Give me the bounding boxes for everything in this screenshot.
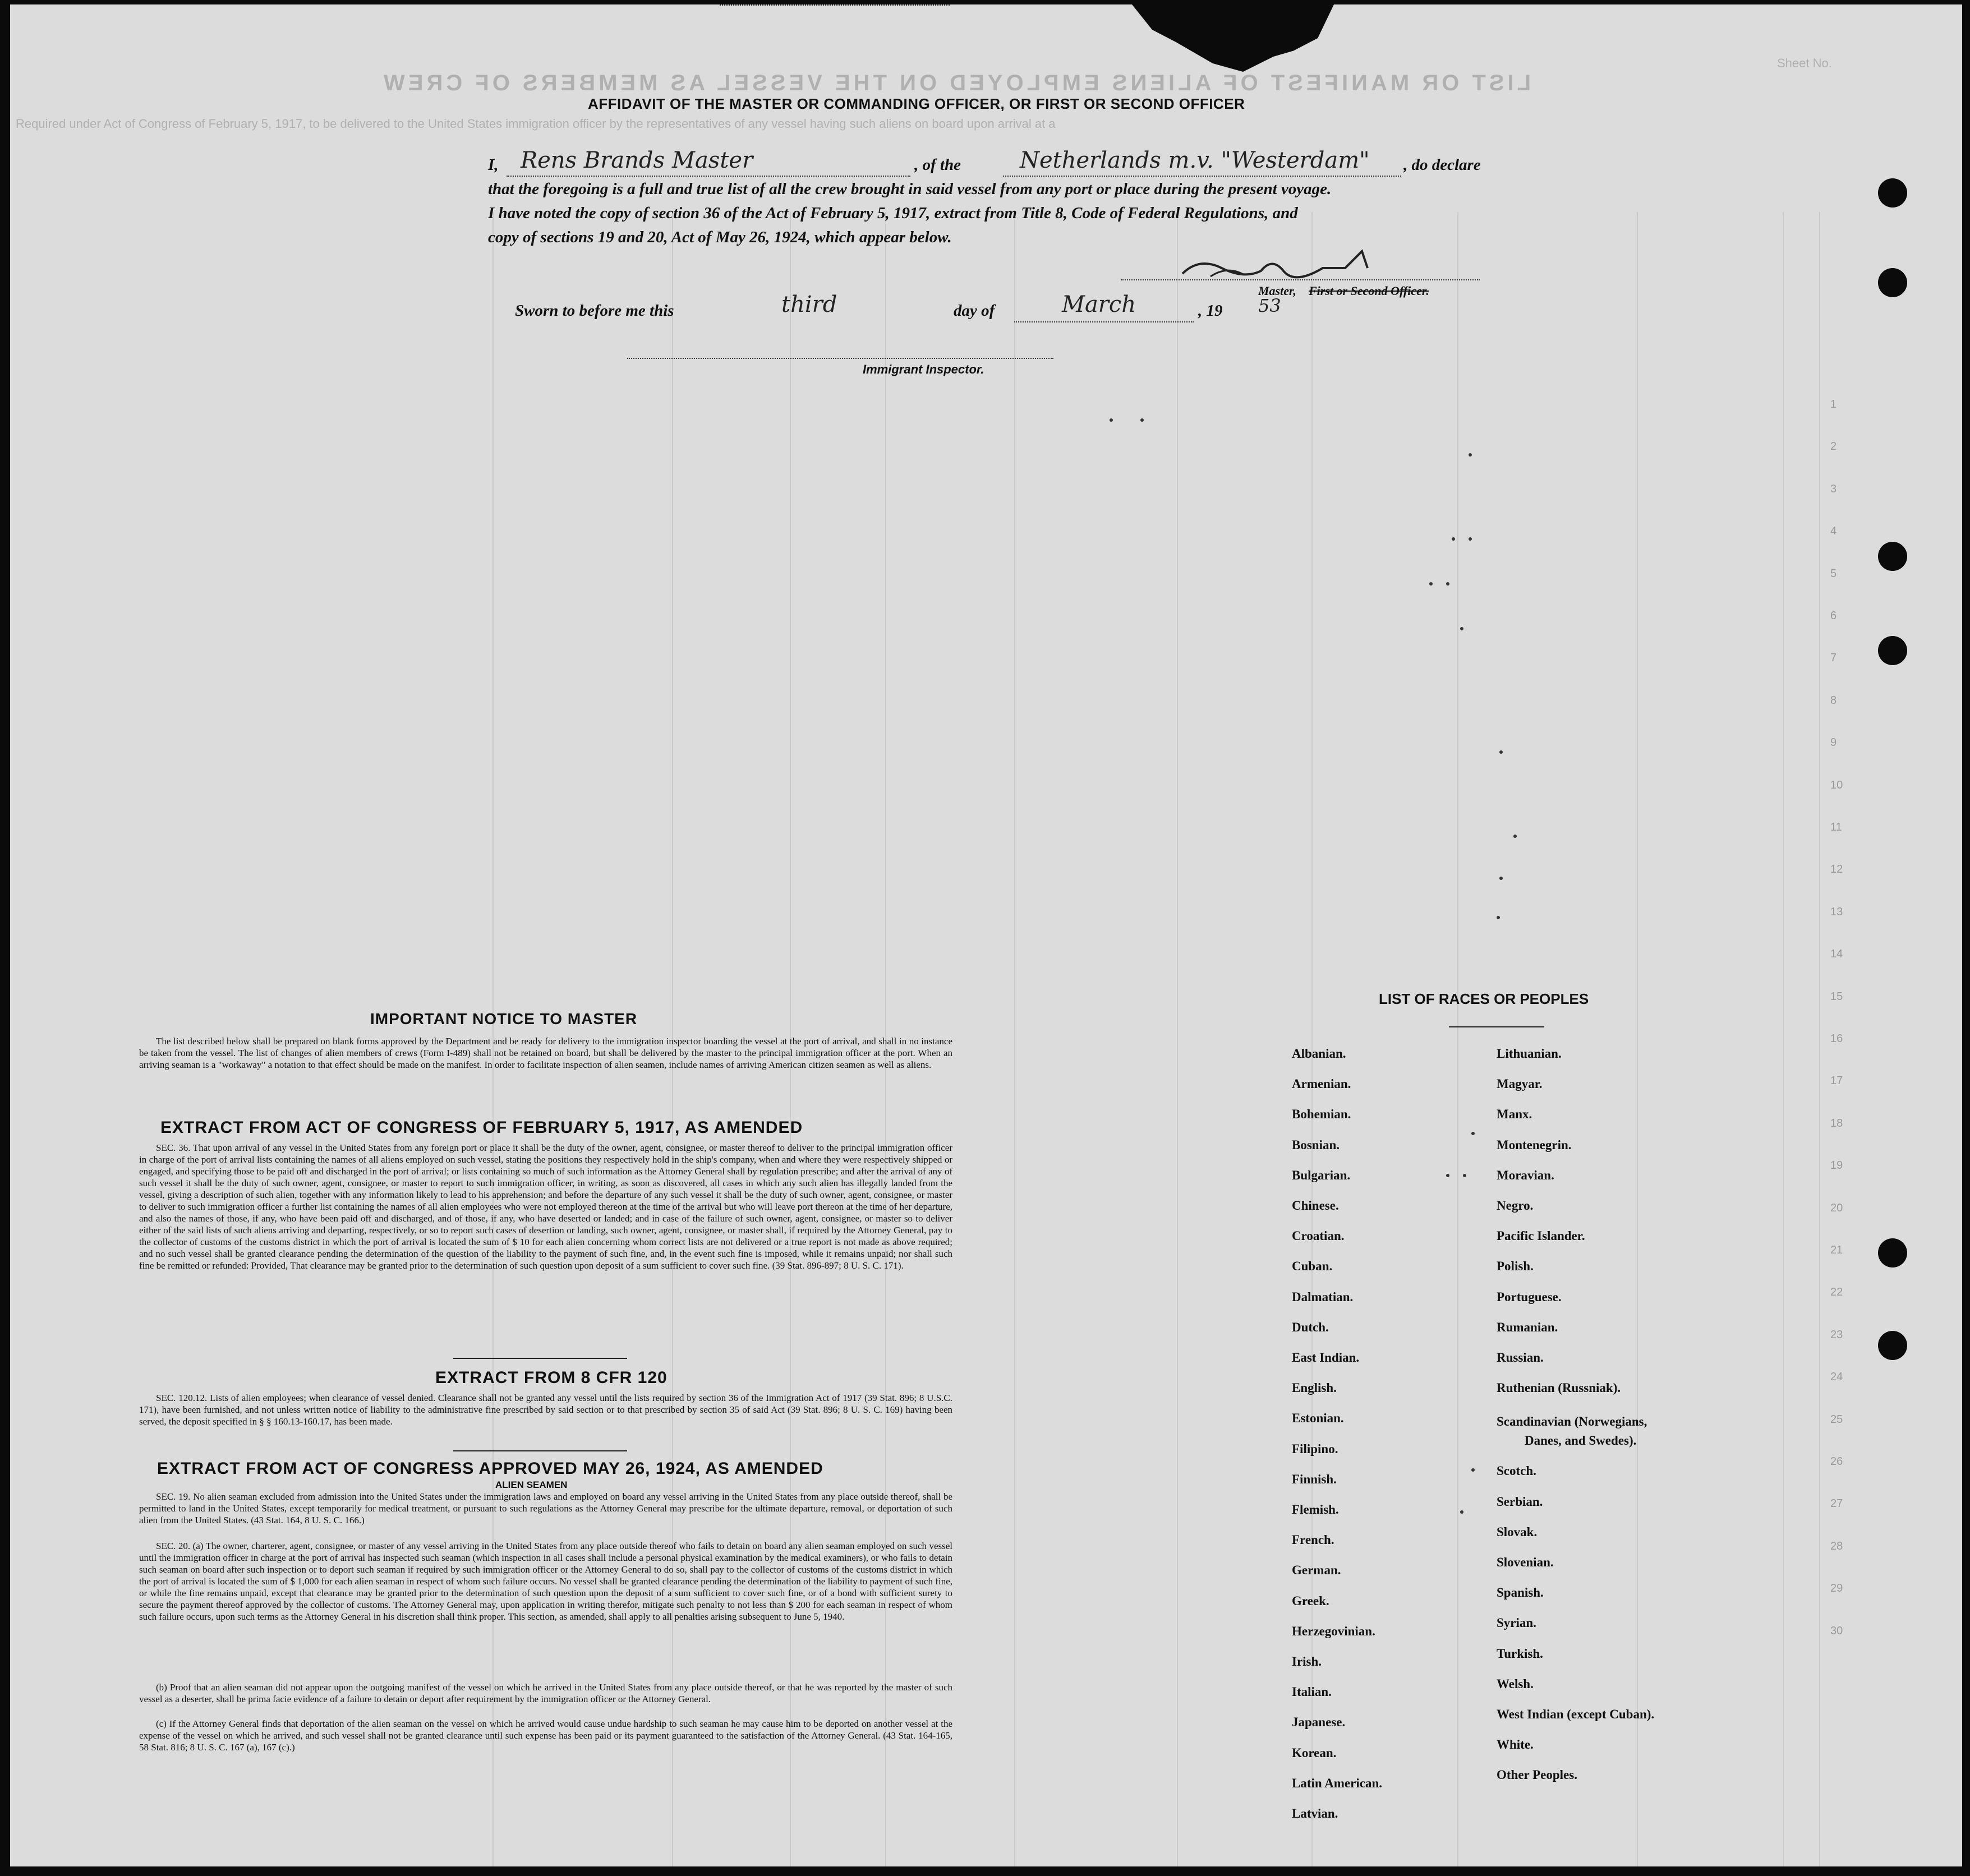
row-number: 11 bbox=[1830, 821, 1842, 833]
row-number: 10 bbox=[1830, 778, 1843, 791]
row-number: 6 bbox=[1830, 610, 1837, 622]
row-number: 15 bbox=[1830, 990, 1843, 1003]
race-item: Welsh. bbox=[1497, 1676, 1534, 1691]
row-number: 24 bbox=[1830, 1371, 1843, 1384]
row-number: 19 bbox=[1830, 1159, 1843, 1172]
extract-1924-title: EXTRACT FROM ACT OF CONGRESS APPROVED MAY 26, 1924, AS AMENDED bbox=[157, 1459, 823, 1478]
extract-1917-body: SEC. 36. That upon arrival of any vessel in the United States from any foreign port or place it shall be the duty of the owner, agent, consignee, or master thereof to deliver to the principal immigration officer in charge of the port of arrival lists containing the names of all aliens employed on such vessel, stating the positions they respectively hold in the ship's company, when and where they were respectively shipped or engaged, and specifying those to be paid off and discharged in the port of arrival; or lists containing so much of such information as the Attorney General shall by regulation prescribe; and after the arrival of any of such vessel it shall be the duty of such owner, agent, consignee, or master to report to such immigration officer, in writing, as soon as discovered, all cases in which any such alien has illegally landed from the vessel, giving a description of such alien, together with any information likely to lead to his apprehension; and before the departure of any such vessel it shall be the duty of such owner, agent, consignee, or master to deliver to such immigration officer a further list containing the names of all alien employees who were not employed thereon at the time of the arrival but who will leave port thereon at the time of her departure, and also the names of those, if any, who have been paid off and discharged, and of those, if any, who have deserted or landed; and in case of the failure of such owner, agent, consignee, or master so to deliver either of the said lists of such aliens arriving and departing, respectively, or so to report such cases of desertion or landing, such owner, agent, consignee, or master shall, if required by the Attorney General, pay to the collector of customs of the customs district in which the port of arrival is located the sum of $ 10 for each alien concerning whom correct lists are not delivered or a true report is not made as above required; and no such vessel shall be granted clearance pending the determination of the question of the liability to the payment of such fine, and, in the event such fine is imposed, while it remains unpaid; nor shall such fine be remitted or refunded: Provided, That clearance may be granted prior to the determination of such question upon deposit of a sum sufficient to cover such fine. (39 Stat. 896-897; 8 U. S. C. 171). bbox=[139, 1142, 952, 1271]
affidavit-line4: copy of sections 19 and 20, Act of May 26, 1924, which appear below. bbox=[488, 228, 952, 246]
extract-1924-sec20a: SEC. 20. (a) The owner, charterer, agent, consignee, or master of any vessel arriving in the United States from any place outside thereof who fails to detain on board any alien seaman employed on such vessel until the immigration officer in charge at the port of arrival has inspected such seaman (which inspection in all cases shall include a personal physical examination by the medical examiners), or who fails to detain such seaman on board after such inspection or to deport such seaman if required by such immigration officer or the Attorney General to do so, shall pay to the collector of customs of the customs district in which the port of arrival is located the sum of $ 1,000 for each alien seaman in respect of whom such failure occurs. No vessel shall be granted clearance pending the determination of the liability to payment of such fine, or while the fine remains unpaid, except that clearance may be granted prior to the determination of such question upon the deposit of a sum sufficient to cover such fine, or of a bond with sufficient surety to secure the payment thereof approved by the collector of customs. The Attorney General may, upon application in writing therefor, mitigate such penalty to not less than $ 200 for each seaman in respect of whom such failure occurs, upon such terms as the Attorney General in his discretion shall think proper. This section, as amended, shall apply to all penalties arising subsequent to June 5, 1940. bbox=[139, 1541, 952, 1622]
extract-1917-title: EXTRACT FROM ACT OF CONGRESS OF FEBRUARY 5, 1917, AS AMENDED bbox=[160, 1118, 803, 1137]
race-item: Russian. bbox=[1497, 1350, 1544, 1365]
punch-hole bbox=[1878, 636, 1907, 665]
race-item: Armenian. bbox=[1292, 1077, 1351, 1091]
signature-caption-officer: First or Second Officer. bbox=[1309, 284, 1429, 298]
race-item: Estonian. bbox=[1292, 1411, 1344, 1426]
affidavit-line3: I have noted the copy of section 36 of the Act of February 5, 1917, extract from Title 8, Code of Federal Regulations, and bbox=[488, 204, 1298, 222]
race-item: Turkish. bbox=[1497, 1646, 1543, 1661]
row-number: 17 bbox=[1830, 1075, 1843, 1087]
row-number: 22 bbox=[1830, 1286, 1843, 1299]
row-number: 13 bbox=[1830, 905, 1843, 918]
race-item: Moravian. bbox=[1497, 1168, 1554, 1182]
race-item: Scotch. bbox=[1497, 1464, 1536, 1478]
race-item: Magyar. bbox=[1497, 1077, 1543, 1091]
race-item: Japanese. bbox=[1292, 1715, 1346, 1730]
race-item: Rumanian. bbox=[1497, 1320, 1558, 1334]
race-item: Finnish. bbox=[1292, 1472, 1337, 1486]
row-number: 5 bbox=[1830, 567, 1837, 580]
sworn-day-handwritten: third bbox=[781, 292, 837, 317]
affidavit-line2: that the foregoing is a full and true list of all the crew brought in said vessel from any port or place during the present voyage. bbox=[488, 180, 1332, 198]
row-number: 26 bbox=[1830, 1455, 1843, 1468]
race-item: Portuguese. bbox=[1497, 1289, 1562, 1304]
race-item: Korean. bbox=[1292, 1745, 1337, 1760]
extract-1924-sec19: SEC. 19. No alien seaman excluded from admission into the United States under the immigration laws and employed on board any vessel arriving in the United States from any place outside thereof, shall be permitted to land in the United States, except temporarily for medical treatment, or pursuant to such regulations as the Attorney General may prescribe for the ultimate departure, removal, or deportation of such alien from the United States. (43 Stat. 164, 8 U. S. C. 166.) bbox=[139, 1491, 952, 1525]
row-number: 7 bbox=[1830, 652, 1837, 665]
punch-hole bbox=[1878, 178, 1907, 208]
row-number: 2 bbox=[1830, 440, 1837, 453]
row-number: 12 bbox=[1830, 863, 1843, 876]
race-item: Albanian. bbox=[1292, 1047, 1346, 1061]
sworn-year-prefix: , 19 bbox=[1198, 302, 1223, 320]
race-item: Negro. bbox=[1497, 1199, 1534, 1213]
punch-hole bbox=[1878, 1331, 1907, 1360]
row-number: 8 bbox=[1830, 694, 1837, 707]
race-item: German. bbox=[1292, 1563, 1341, 1578]
race-item: Bohemian. bbox=[1292, 1107, 1351, 1122]
race-item: Spanish. bbox=[1497, 1585, 1544, 1600]
extract-cfr-body: SEC. 120.12. Lists of alien employees; when clearance of vessel denied. Clearance shall not be granted any vessel until the lists required by section 36 of the Immigration Act of 1917 (39 Stat. 896; 8 U.S.C. 171), have been furnished, and not unless written notice of liability to the administrative fine prescribed by said section or to that prescribed by section 35 of said Act (39 Stat. 896; 8 U. S. C. 169) having been served, the deposit specified in § § 160.13-160.17, has been made. bbox=[139, 1393, 952, 1427]
race-item: White. bbox=[1497, 1737, 1534, 1752]
race-item: Bosnian. bbox=[1292, 1137, 1340, 1152]
bleed-through-sheet-no: Sheet No. bbox=[1777, 56, 1832, 70]
sworn-month-handwritten: March bbox=[1062, 292, 1136, 317]
race-item: Syrian. bbox=[1497, 1616, 1536, 1630]
race-item: East Indian. bbox=[1292, 1350, 1360, 1365]
race-item: Herzegovinian. bbox=[1292, 1624, 1375, 1638]
race-item: Greek. bbox=[1292, 1593, 1329, 1608]
race-item: Other Peoples. bbox=[1497, 1768, 1577, 1782]
row-number: 14 bbox=[1830, 948, 1843, 961]
race-item: Ruthenian (Russniak). bbox=[1497, 1381, 1621, 1395]
bleed-through-required-line: Required under Act of Congress of February 5, 1917, to be delivered to the United States immigration officer by the representatives of any vessel having such aliens on board upon arrival at a bbox=[16, 117, 1056, 131]
affidavit-of-the: , of the bbox=[914, 156, 961, 174]
race-item: Polish. bbox=[1497, 1259, 1534, 1274]
affidavit-do-declare: , do declare bbox=[1403, 156, 1481, 174]
race-item: Manx. bbox=[1497, 1107, 1532, 1122]
master-role-handwritten: Master bbox=[672, 148, 753, 173]
race-item: Croatian. bbox=[1292, 1229, 1345, 1243]
race-item: Dutch. bbox=[1292, 1320, 1329, 1334]
sworn-year-handwritten: 53 bbox=[1258, 295, 1281, 316]
row-number: 21 bbox=[1830, 1244, 1843, 1256]
row-number: 29 bbox=[1830, 1582, 1843, 1595]
race-item: Cuban. bbox=[1292, 1259, 1333, 1274]
extract-1924-sec20b: (b) Proof that an alien seaman did not appear upon the outgoing manifest of the vessel on which he arrived in the United States from any place outside thereof, or that he was reported by the master of such vessel as a deserter, shall be prima facie evidence of a failure to detain or deport after requirement by the immigration officer or the Attorney General. bbox=[139, 1682, 952, 1704]
race-item: Slovenian. bbox=[1497, 1555, 1554, 1569]
row-number: 18 bbox=[1830, 1117, 1843, 1130]
bleed-through-title: LIST OR MANIFEST OF ALIENS EMPLOYED ON THE VESSEL AS MEMBERS OF CREW bbox=[380, 71, 1531, 95]
master-name-handwritten: Rens Brands bbox=[521, 148, 665, 173]
punch-hole bbox=[1878, 542, 1907, 571]
row-number: 1 bbox=[1830, 398, 1837, 411]
row-number: 20 bbox=[1830, 1201, 1843, 1214]
punch-hole bbox=[1878, 268, 1907, 297]
race-item: Flemish. bbox=[1292, 1502, 1339, 1517]
race-item: Scandinavian (Norwegians, bbox=[1497, 1414, 1647, 1429]
race-item: Filipino. bbox=[1292, 1441, 1338, 1456]
row-number: 23 bbox=[1830, 1328, 1843, 1341]
extract-1924-subtitle: ALIEN SEAMEN bbox=[495, 1479, 568, 1490]
affidavit-line1-prefix: I, bbox=[488, 156, 499, 174]
notice-title: IMPORTANT NOTICE TO MASTER bbox=[370, 1010, 638, 1027]
race-item: Irish. bbox=[1292, 1654, 1322, 1668]
race-item: West Indian (except Cuban). bbox=[1497, 1707, 1655, 1721]
race-item: Danes, and Swedes). bbox=[1525, 1433, 1637, 1448]
row-number: 27 bbox=[1830, 1497, 1843, 1510]
race-item: Dalmatian. bbox=[1292, 1289, 1354, 1304]
sworn-prefix: Sworn to before me this bbox=[515, 302, 674, 320]
row-number: 16 bbox=[1830, 1033, 1843, 1045]
race-item: French. bbox=[1292, 1533, 1334, 1547]
notice-body: The list described below shall be prepared on blank forms approved by the Department and be ready for delivery to the immigration inspector boarding the vessel at the port of arrival, and shall in no instance be taken from the vessel. The list of changes of alien members of crews (Form I-489) shall not be retained on board, but shall be delivered by the master to the principal immigration officer at the port. When an arriving seaman is a "workaway" a notation to that effect should be made on the manifest. In order to facilitate inspection of alien seamen, include names of arriving American citizen seamen as well as aliens. bbox=[139, 1036, 952, 1070]
race-item: English. bbox=[1292, 1381, 1337, 1395]
race-item: Chinese. bbox=[1292, 1199, 1339, 1213]
inspector-caption: Immigrant Inspector. bbox=[863, 362, 984, 376]
race-item: Serbian. bbox=[1497, 1494, 1543, 1509]
vessel-name-handwritten: Netherlands m.v. "Westerdam" bbox=[1020, 148, 1370, 173]
row-number: 28 bbox=[1830, 1539, 1843, 1552]
row-number: 9 bbox=[1830, 736, 1837, 749]
race-item: Montenegrin. bbox=[1497, 1137, 1572, 1152]
race-item: Latin American. bbox=[1292, 1776, 1382, 1790]
punch-hole bbox=[1878, 1238, 1907, 1267]
sworn-day-of: day of bbox=[954, 302, 995, 320]
race-item: Slovak. bbox=[1497, 1524, 1538, 1539]
extract-cfr-title: EXTRACT FROM 8 CFR 120 bbox=[435, 1368, 668, 1387]
affidavit-title: AFFIDAVIT OF THE MASTER OR COMMANDING OFFICER, OR FIRST OR SECOND OFFICER bbox=[588, 95, 1245, 112]
races-title: LIST OF RACES OR PEOPLES bbox=[1379, 990, 1589, 1007]
row-number: 3 bbox=[1830, 482, 1837, 495]
signature-caption-master: Master, bbox=[1258, 284, 1296, 298]
race-item: Italian. bbox=[1292, 1685, 1332, 1699]
row-number: 25 bbox=[1830, 1413, 1843, 1426]
race-item: Pacific Islander. bbox=[1497, 1229, 1585, 1243]
race-item: Lithuanian. bbox=[1497, 1047, 1562, 1061]
row-number: 4 bbox=[1830, 525, 1837, 538]
race-item: Latvian. bbox=[1292, 1806, 1338, 1820]
manifest-page bbox=[10, 4, 1962, 1866]
race-item: Bulgarian. bbox=[1292, 1168, 1351, 1182]
extract-1924-sec20c: (c) If the Attorney General finds that deportation of the alien seaman on the vessel on which he arrived would cause undue hardship to such seaman he may cause him to be deported on another vessel at the expense of the vessel on which he arrived, and such vessel shall not be granted clearance until such expense has been paid or its payment guaranteed to the satisfaction of the Attorney General. (43 Stat. 164-165, 58 Stat. 816; 8 U. S. C. 167 (a), 167 (c).) bbox=[139, 1718, 952, 1753]
row-number: 30 bbox=[1830, 1624, 1843, 1637]
